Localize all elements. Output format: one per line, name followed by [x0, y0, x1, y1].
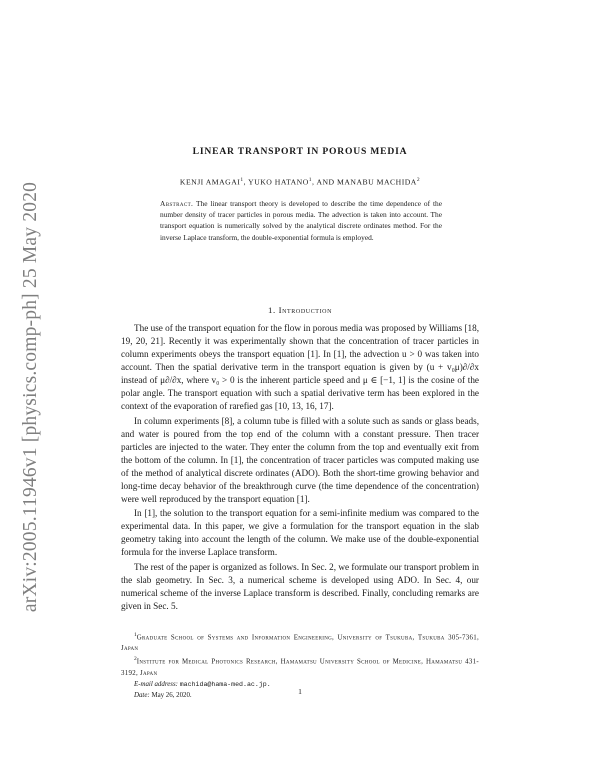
- author-affiliation-mark: 1: [308, 177, 313, 183]
- email-label: E-mail address:: [134, 680, 178, 688]
- author-affiliation-mark: 2: [416, 177, 421, 183]
- abstract-text: The linear transport theory is developed to describe the time dependence of the number density of tracer particles in porous media. The advection is taken into account. The transport equation is numerically solved by the analytical discrete ordinates method. For the inverse Laplace transform, the double-exponential formula is employed.: [160, 199, 442, 242]
- arxiv-identifier: arXiv:2005.11946v1 [physics.comp-ph] 25 May 2020: [20, 181, 41, 613]
- author-line: [120, 177, 480, 187]
- email-address[interactable]: machida@hama-med.ac.jp.: [179, 680, 271, 688]
- body-text: [121, 322, 479, 614]
- section-title: Introduction: [278, 305, 333, 315]
- date-value: May 26, 2020.: [151, 691, 192, 699]
- paragraph: The use of the transport equation for the flow in porous media was proposed by Williams [18, 19, 20, 21]. Recently it was experimentally shown that the concentration of tracer particles in column experiments obeys the transport equation [1]. In [1], the advection u > 0 was taken into account. Then the spatial derivative term in the transport equation is given by (u + v₀μ)∂/∂x instead of μ∂/∂x, where v₀ > 0 is the inherent particle speed and μ ∈ [−1, 1] is the cosine of the polar angle. The transport equation with such a spatial derivative term has been explored in the context of the evaporation of rarefied gas [10, 13, 16, 17].: [121, 323, 479, 411]
- arxiv-sidebar-stamp: [18, 152, 44, 642]
- abstract-label: Abstract.: [160, 199, 194, 208]
- author-name: MANABU MACHIDA: [337, 177, 417, 187]
- footnote-text: Graduate School of Systems and Information Engineering, University of Tsukuba, Tsukuba 305-7361, Japan: [121, 634, 479, 653]
- footnote: [121, 630, 479, 654]
- page-number: 1: [298, 687, 302, 696]
- section-number: 1.: [267, 305, 276, 315]
- date-label: Date:: [134, 691, 150, 699]
- author-name: KENJI AMAGAI: [179, 177, 241, 187]
- author-separator: , AND: [312, 177, 338, 187]
- author-name: YUKO HATANO: [248, 177, 309, 187]
- footnote: [121, 654, 479, 678]
- paragraph: In [1], the solution to the transport equation for a semi-infinite medium was compared to the experimental data. In this paper, we give a formulation for the transport equation in the slab geometry taking into account the length of the column. We make use of the double-exponential formula for the inverse Laplace transform.: [121, 508, 479, 557]
- abstract: [160, 198, 442, 243]
- author-separator: ,: [243, 177, 249, 187]
- author-affiliation-mark: 1: [240, 177, 244, 183]
- paragraph: The rest of the paper is organized as follows. In Sec. 2, we formulate our transport problem in the slab geometry. In Sec. 3, a numerical scheme is developed using ADO. In Sec. 4, our numerical scheme of the inverse Laplace transform is described. Finally, concluding remarks are given in Sec. 5.: [121, 561, 479, 611]
- section-heading: [120, 305, 480, 315]
- footnote-text: Institute for Medical Photonics Research, Hamamatsu University School of Medicine, Hamamatsu 431-3192, Japan: [121, 658, 479, 677]
- paper-title: LINEAR TRANSPORT IN POROUS MEDIA: [192, 146, 408, 157]
- footnote-mark: 1: [134, 632, 137, 638]
- footnote-mark: 2: [134, 656, 137, 663]
- paragraph: In column experiments [8], a column tube is filled with a solute such as sands or glass beads, and water is poured from the top end of the column with a constant pressure. Then tracer particles are injected to the water. They enter the column from the top and eventually exit from the bottom of the column. In [1], the concentration of tracer particles was computed making use of the method of analytical discrete ordinates (ADO). Both the short-time growing behavior and long-time decay behavior of the breakthrough curve (the time dependence of the concentration) were well reproduced by the transport equation [1].: [121, 415, 479, 504]
